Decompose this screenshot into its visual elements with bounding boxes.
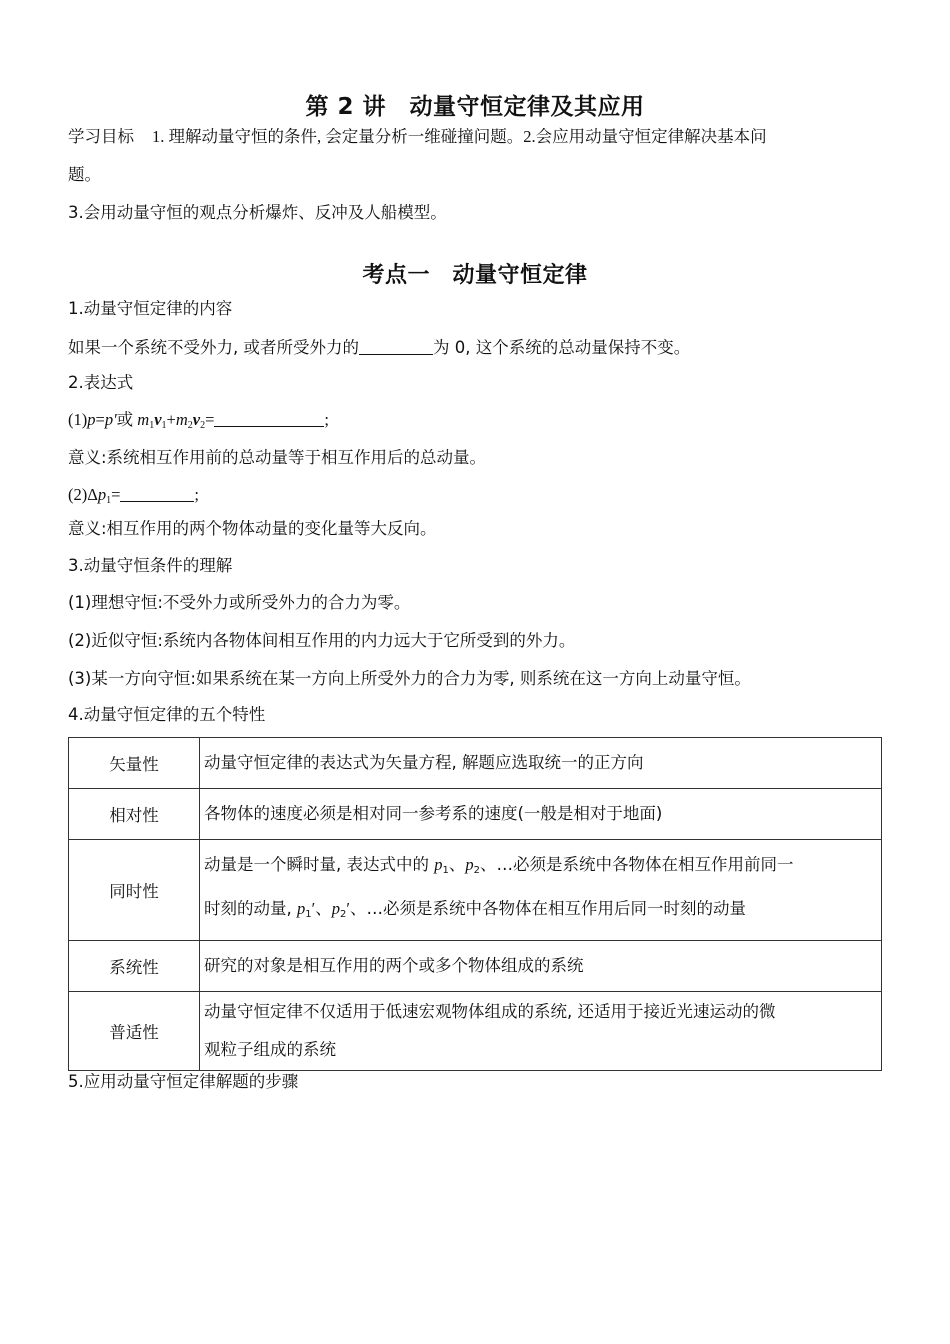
content-before: 如果一个系统不受外力, 或者所受外力的 [68, 338, 359, 357]
expr1-v1: v [154, 410, 162, 429]
expr1-v1-sub: 1 [161, 420, 167, 431]
desc-text: 、…必须是系统中各物体在相互作用后同一时刻的动量 [349, 899, 746, 918]
property-desc: 动量守恒定律的表达式为矢量方程, 解题应选取统一的正方向 [200, 738, 882, 789]
condition-1: (1)理想守恒:不受外力或所受外力的合力为零。 [68, 593, 411, 612]
property-desc: 研究的对象是相互作用的两个或多个物体组成的系统 [200, 941, 882, 992]
objectives-line-2: 题。 [68, 165, 101, 184]
property-name: 系统性 [69, 941, 200, 992]
content-sentence [68, 337, 882, 359]
heading-expression: 2.表达式 [68, 373, 134, 392]
expr1-m2-sub: 2 [187, 420, 193, 431]
condition-2: (2)近似守恒:系统内各物体间相互作用的内力远大于它所受到的外力。 [68, 631, 576, 650]
symbol-p: p [297, 899, 306, 918]
property-desc [200, 992, 882, 1071]
objectives-line-1 [68, 126, 882, 148]
objectives-text-1: 1. 理解动量守恒的条件, 会定量分析一维碰撞问题。2.会应用动量守恒定律解决基本问 [152, 127, 767, 146]
section-title: 考点一 动量守恒定律 [362, 263, 588, 288]
table-row [69, 992, 882, 1071]
expr2-sub: 1 [106, 495, 112, 506]
expr1-m1-sub: 1 [149, 420, 155, 431]
meaning-1: 意义:系统相互作用前的总动量等于相互作用后的总动量。 [68, 448, 487, 467]
table-row [69, 941, 882, 992]
expression-2 [68, 484, 882, 512]
objectives-label: 学习目标 [68, 127, 134, 146]
property-name: 普适性 [69, 992, 200, 1071]
fill-blank-3[interactable] [120, 485, 194, 502]
heading-properties: 4.动量守恒定律的五个特性 [68, 705, 266, 724]
property-name: 矢量性 [69, 738, 200, 789]
heading-steps: 5.应用动量守恒定律解题的步骤 [68, 1072, 299, 1091]
expr1-m2: m [175, 410, 188, 429]
expr1-v2-sub: 2 [200, 420, 206, 431]
fill-blank-2[interactable] [214, 410, 324, 427]
separator: 、 [315, 899, 332, 918]
property-desc-line-2: 观粒子组成的系统 [204, 1040, 336, 1059]
heading-content: 1.动量守恒定律的内容 [68, 299, 233, 318]
expr2-p: p [97, 485, 107, 504]
symbol-sub: 1 [305, 909, 312, 920]
expr1-or: 或 [116, 410, 134, 429]
desc-text: 、…必须是系统中各物体在相互作用前同一 [480, 855, 794, 874]
expr2-prefix: (2)Δ [68, 485, 98, 504]
meaning-2: 意义:相互作用的两个物体动量的变化量等大反向。 [68, 519, 437, 538]
objectives-line-3: 3.会用动量守恒的观点分析爆炸、反冲及人船模型。 [68, 203, 447, 222]
desc-text: 动量是一个瞬时量, 表达式中的 [204, 855, 435, 874]
properties-table [68, 737, 882, 1071]
property-desc: 各物体的速度必须是相对同一参考系的速度(一般是相对于地面) [200, 789, 882, 840]
symbol-p: p [465, 855, 474, 874]
symbol-sub: 2 [473, 865, 480, 876]
symbol-prime: ′ [311, 899, 316, 918]
table-row [69, 789, 882, 840]
heading-conditions: 3.动量守恒条件的理解 [68, 556, 233, 575]
property-name: 相对性 [69, 789, 200, 840]
fill-blank-1[interactable] [359, 338, 433, 355]
desc-text: 时刻的动量, [204, 899, 297, 918]
expr2-semicolon: ; [194, 485, 200, 504]
expr1-m1: m [137, 410, 150, 429]
symbol-p: p [434, 855, 443, 874]
content-after: 为 0, 这个系统的总动量保持不变。 [433, 338, 691, 357]
expr1-p-prime: p′ [104, 410, 117, 429]
expr1-p: p [87, 410, 96, 429]
expr1-plus: + [166, 410, 176, 429]
expression-1 [68, 409, 882, 437]
property-desc-line-1 [204, 846, 879, 890]
table-row [69, 840, 882, 941]
symbol-p: p [331, 899, 340, 918]
property-desc-line-1: 动量守恒定律不仅适用于低速宏观物体组成的系统, 还适用于接近光速运动的微 [204, 1002, 776, 1021]
expr1-semicolon: ; [324, 410, 330, 429]
symbol-sub: 1 [442, 865, 449, 876]
separator: 、 [448, 855, 466, 874]
expr1-v2: v [192, 410, 201, 429]
property-desc-line-2 [204, 890, 879, 934]
property-desc [200, 840, 882, 941]
expr1-eq: = [95, 410, 105, 429]
expr2-eq: = [111, 485, 121, 504]
expr1-eq-2: = [205, 410, 215, 429]
symbol-sub: 2 [339, 909, 347, 920]
symbol-prime: ′ [346, 899, 350, 918]
condition-3: (3)某一方向守恒:如果系统在某一方向上所受外力的合力为零, 则系统在这一方向上动量守恒。 [68, 669, 751, 688]
property-name: 同时性 [69, 840, 200, 941]
table-row [69, 738, 882, 789]
lecture-title: 第 2 讲 动量守恒定律及其应用 [305, 94, 645, 120]
expr1-prefix: (1) [68, 410, 88, 429]
